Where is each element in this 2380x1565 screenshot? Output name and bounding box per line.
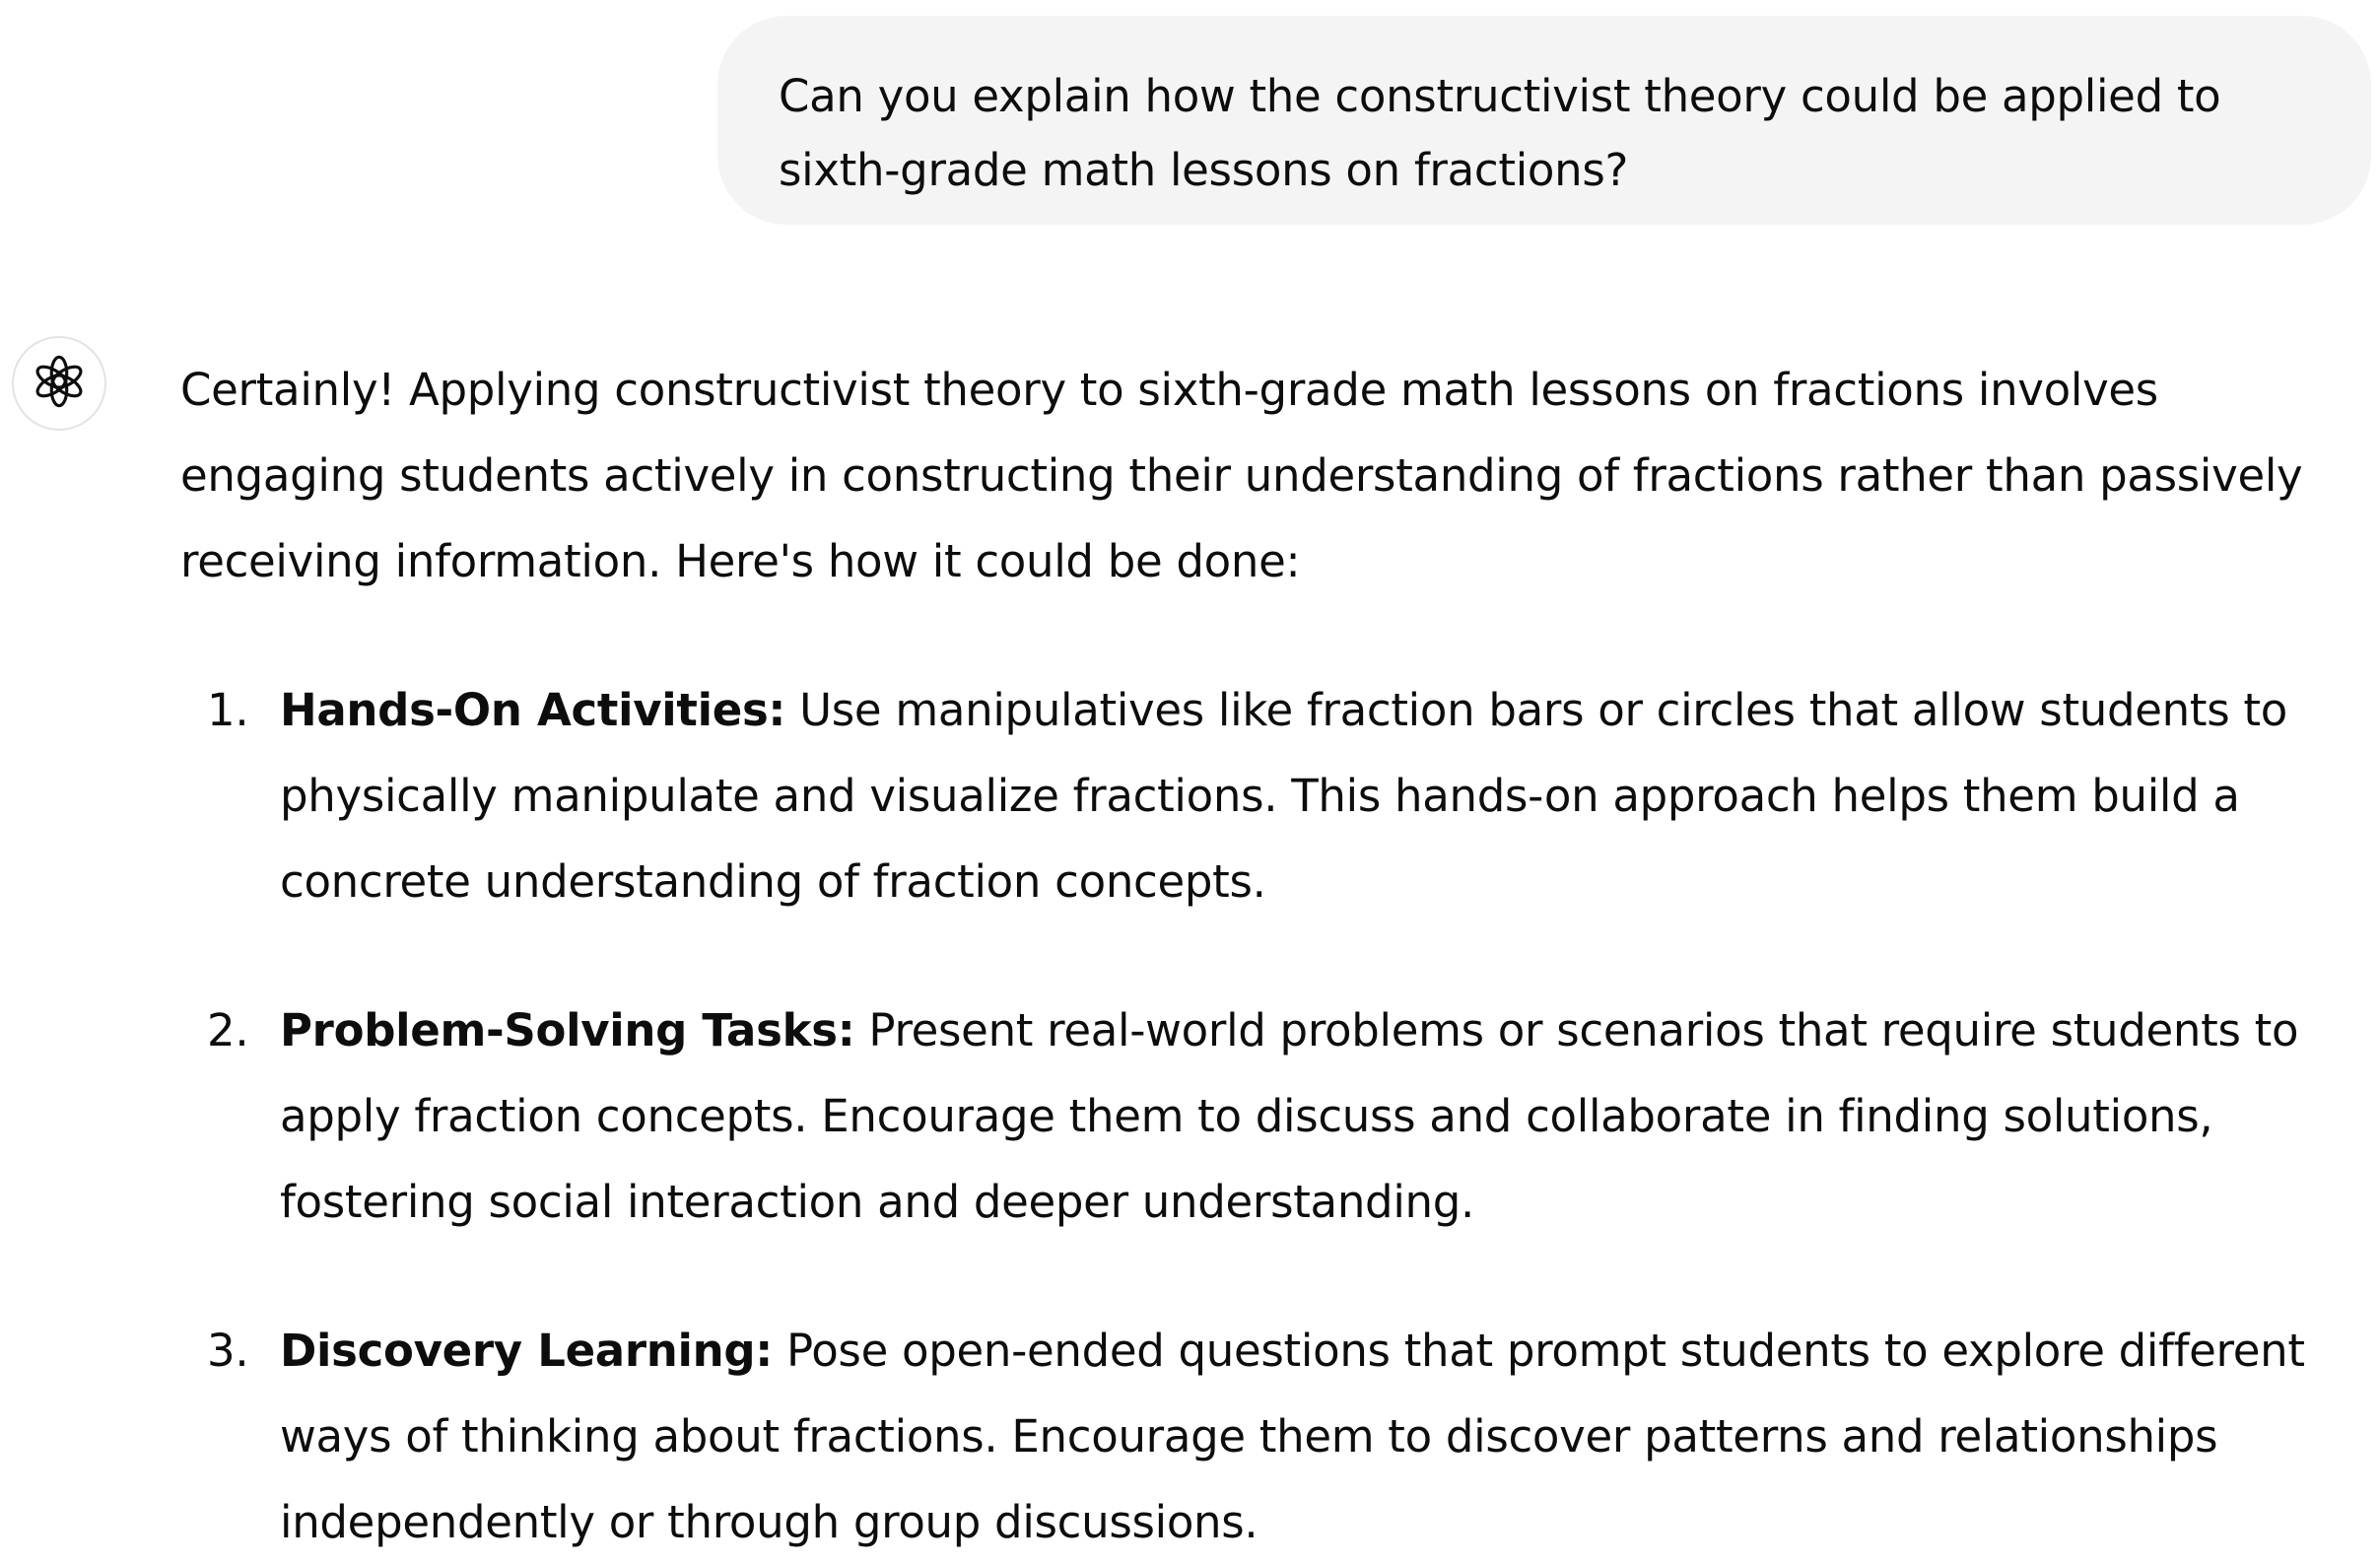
list-item-text: Use manipulatives like fraction bars or circles that allow students to physically manipulate and visualize fractions. This hands-on approach helps them build a concrete understanding of fraction concepts. <box>280 684 2287 908</box>
user-message-bubble <box>717 16 2371 225</box>
list-item-body <box>280 987 2375 1245</box>
list-item-text: Present real-world problems or scenarios that require students to apply fraction concepts. Encourage them to discuss and collaborate in finding solutions, fostering social interaction and deeper understanding. <box>280 1004 2299 1228</box>
openai-logo-icon <box>31 353 88 414</box>
list-item-number: 2. <box>207 1004 249 1056</box>
list-item-number: 3. <box>207 1325 249 1377</box>
list-item <box>207 667 2375 924</box>
user-message-text: Can you explain how the constructivist theory could be applied to sixth-grade math lessons on fractions? <box>779 70 2221 196</box>
list-item-number: 1. <box>207 684 249 736</box>
list-item-body <box>280 667 2375 924</box>
list-item-text: Pose open-ended questions that prompt students to explore different ways of thinking about fractions. Encourage them to discover patterns and relationships independently or through group discussions. <box>280 1325 2305 1548</box>
list-item-title: Problem-Solving Tasks: <box>280 1004 855 1056</box>
assistant-avatar <box>12 336 106 431</box>
list-item <box>207 1308 2375 1565</box>
list-item-title: Discovery Learning: <box>280 1325 773 1377</box>
list-item-body <box>280 1308 2375 1565</box>
assistant-intro: Certainly! Applying constructivist theory to sixth-grade math lessons on fractions involves engaging students actively in constructing their understanding of fractions rather than passively receiving information. Here's how it could be done: <box>180 364 2303 587</box>
list-item-title: Hands-On Activities: <box>280 684 786 736</box>
list-item <box>207 987 2375 1245</box>
